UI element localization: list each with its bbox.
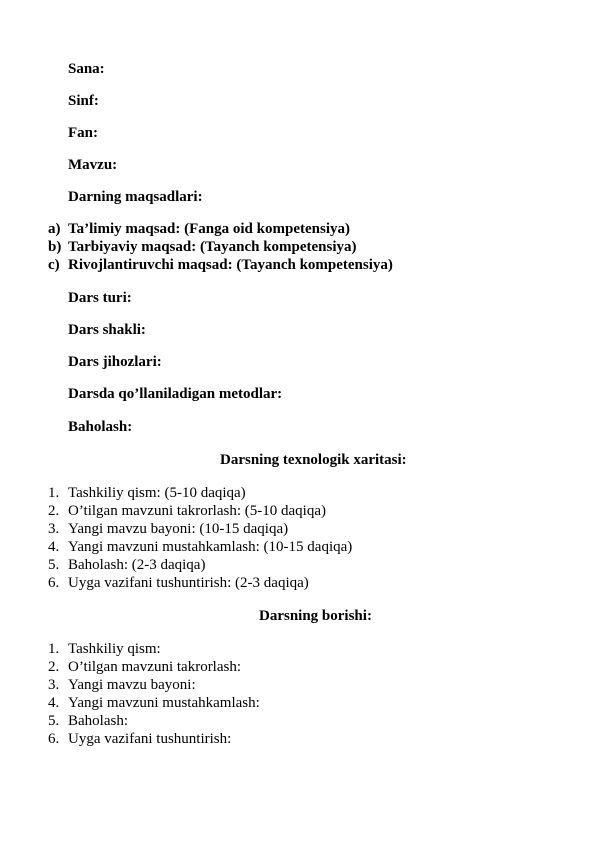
field-dars-turi: Dars turi: — [68, 290, 132, 306]
tech-map-marker: 5. — [48, 557, 60, 573]
course-text: Yangi mavzuni mustahkamlash: — [68, 695, 260, 711]
goal-text: Rivojlantiruvchi maqsad: (Tayanch kompetensiya) — [68, 257, 393, 273]
tech-map-text: Uyga vazifani tushuntirish: (2-3 daqiqa) — [68, 575, 309, 591]
course-marker: 6. — [48, 731, 60, 747]
course-marker: 4. — [48, 695, 60, 711]
course-marker: 5. — [48, 713, 60, 729]
tech-map-marker: 1. — [48, 485, 60, 501]
goal-text: Tarbiyaviy maqsad: (Tayanch kompetensiya) — [68, 239, 357, 255]
course-text: Tashkiliy qism: — [68, 641, 161, 657]
course-text: Yangi mavzu bayoni: — [68, 677, 196, 693]
field-dars-jihozlari: Dars jihozlari: — [68, 354, 162, 370]
tech-map-text: O’tilgan mavzuni takrorlash: (5-10 daqiqa) — [68, 503, 326, 519]
field-mavzu: Mavzu: — [68, 157, 118, 173]
course-text: O’tilgan mavzuni takrorlash: — [68, 659, 242, 675]
course-marker: 3. — [48, 677, 60, 693]
field-fan: Fan: — [68, 125, 98, 141]
field-baholash: Baholash: — [68, 419, 133, 435]
goal-marker: b) — [48, 239, 62, 255]
goal-marker: a) — [48, 221, 61, 237]
tech-map-text: Yangi mavzuni mustahkamlash: (10-15 daqiqa) — [68, 539, 353, 555]
tech-map-heading: Darsning texnologik xaritasi: — [220, 452, 407, 468]
tech-map-marker: 2. — [48, 503, 60, 519]
field-sana: Sana: — [68, 61, 105, 77]
field-dars-shakli: Dars shakli: — [68, 322, 146, 338]
tech-map-marker: 3. — [48, 521, 60, 537]
course-heading: Darsning borishi: — [259, 608, 372, 624]
tech-map-marker: 6. — [48, 575, 60, 591]
tech-map-marker: 4. — [48, 539, 60, 555]
goal-marker: c) — [48, 257, 60, 273]
course-text: Uyga vazifani tushuntirish: — [68, 731, 232, 747]
field-sinf: Sinf: — [68, 93, 99, 109]
course-text: Baholash: — [68, 713, 128, 729]
goal-text: Ta’limiy maqsad: (Fanga oid kompetensiya) — [68, 221, 350, 237]
tech-map-text: Baholash: (2-3 daqiqa) — [68, 557, 206, 573]
field-maqsadlar: Darning maqsadlari: — [68, 189, 203, 205]
field-metodlar: Darsda qo’llaniladigan metodlar: — [68, 386, 283, 402]
tech-map-text: Yangi mavzu bayoni: (10-15 daqiqa) — [68, 521, 289, 537]
course-marker: 1. — [48, 641, 60, 657]
course-marker: 2. — [48, 659, 60, 675]
tech-map-text: Tashkiliy qism: (5-10 daqiqa) — [68, 485, 246, 501]
